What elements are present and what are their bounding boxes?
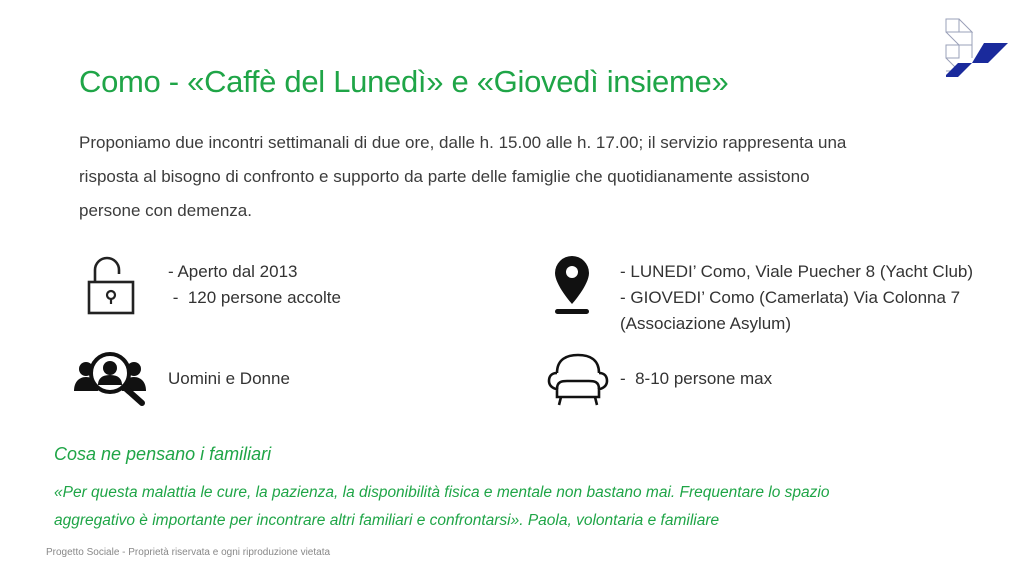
quote-line: aggregativo è importante per incontrare altri familiari e confrontarsi». Paola, volontaria e familiare (54, 512, 720, 529)
quote-heading: Cosa ne pensano i familiari (54, 444, 272, 464)
people-search-icon (72, 349, 150, 407)
intro-line: Proponiamo due incontri settimanali di due ore, dalle h. 15.00 alle h. 17.00; il servizio rappresenta una (79, 133, 847, 152)
feature-capacity (620, 366, 772, 392)
feature-open (168, 259, 341, 311)
map-pin-icon (552, 254, 592, 316)
intro-line: risposta al bisogno di confronto e supporto da parte delle famiglie che quotidianamente assistono (79, 167, 810, 186)
padlock-open-icon (86, 254, 136, 316)
intro-line: persone con demenza. (79, 201, 252, 220)
geometric-logo-icon (944, 17, 1010, 79)
footer-note: Progetto Sociale - Proprietà riservata e ogni riproduzione vietata (46, 547, 331, 558)
armchair-icon (547, 351, 609, 407)
feature-line: Uomini e Donne (168, 369, 290, 388)
testimonial-quote (54, 479, 1014, 535)
feature-line: - 120 persone accolte (168, 288, 341, 307)
feature-line: - LUNEDI’ Como, Viale Puecher 8 (Yacht Club) (620, 262, 974, 281)
feature-location (620, 259, 973, 337)
page-title: Como - «Caffè del Lunedì» e «Giovedì insieme» (79, 64, 729, 99)
feature-line: - 8-10 persone max (620, 369, 773, 388)
intro-paragraph (79, 126, 979, 228)
feature-line: (Associazione Asylum) (620, 314, 792, 333)
feature-people (168, 366, 290, 392)
feature-line: - GIOVEDI’ Como (Camerlata) Via Colonna 7 (620, 288, 961, 307)
quote-line: «Per questa malattia le cure, la pazienza, la disponibilità fisica e mentale non bastano mai. Frequentare lo spazio (54, 484, 830, 501)
feature-line: - Aperto dal 2013 (168, 262, 298, 281)
